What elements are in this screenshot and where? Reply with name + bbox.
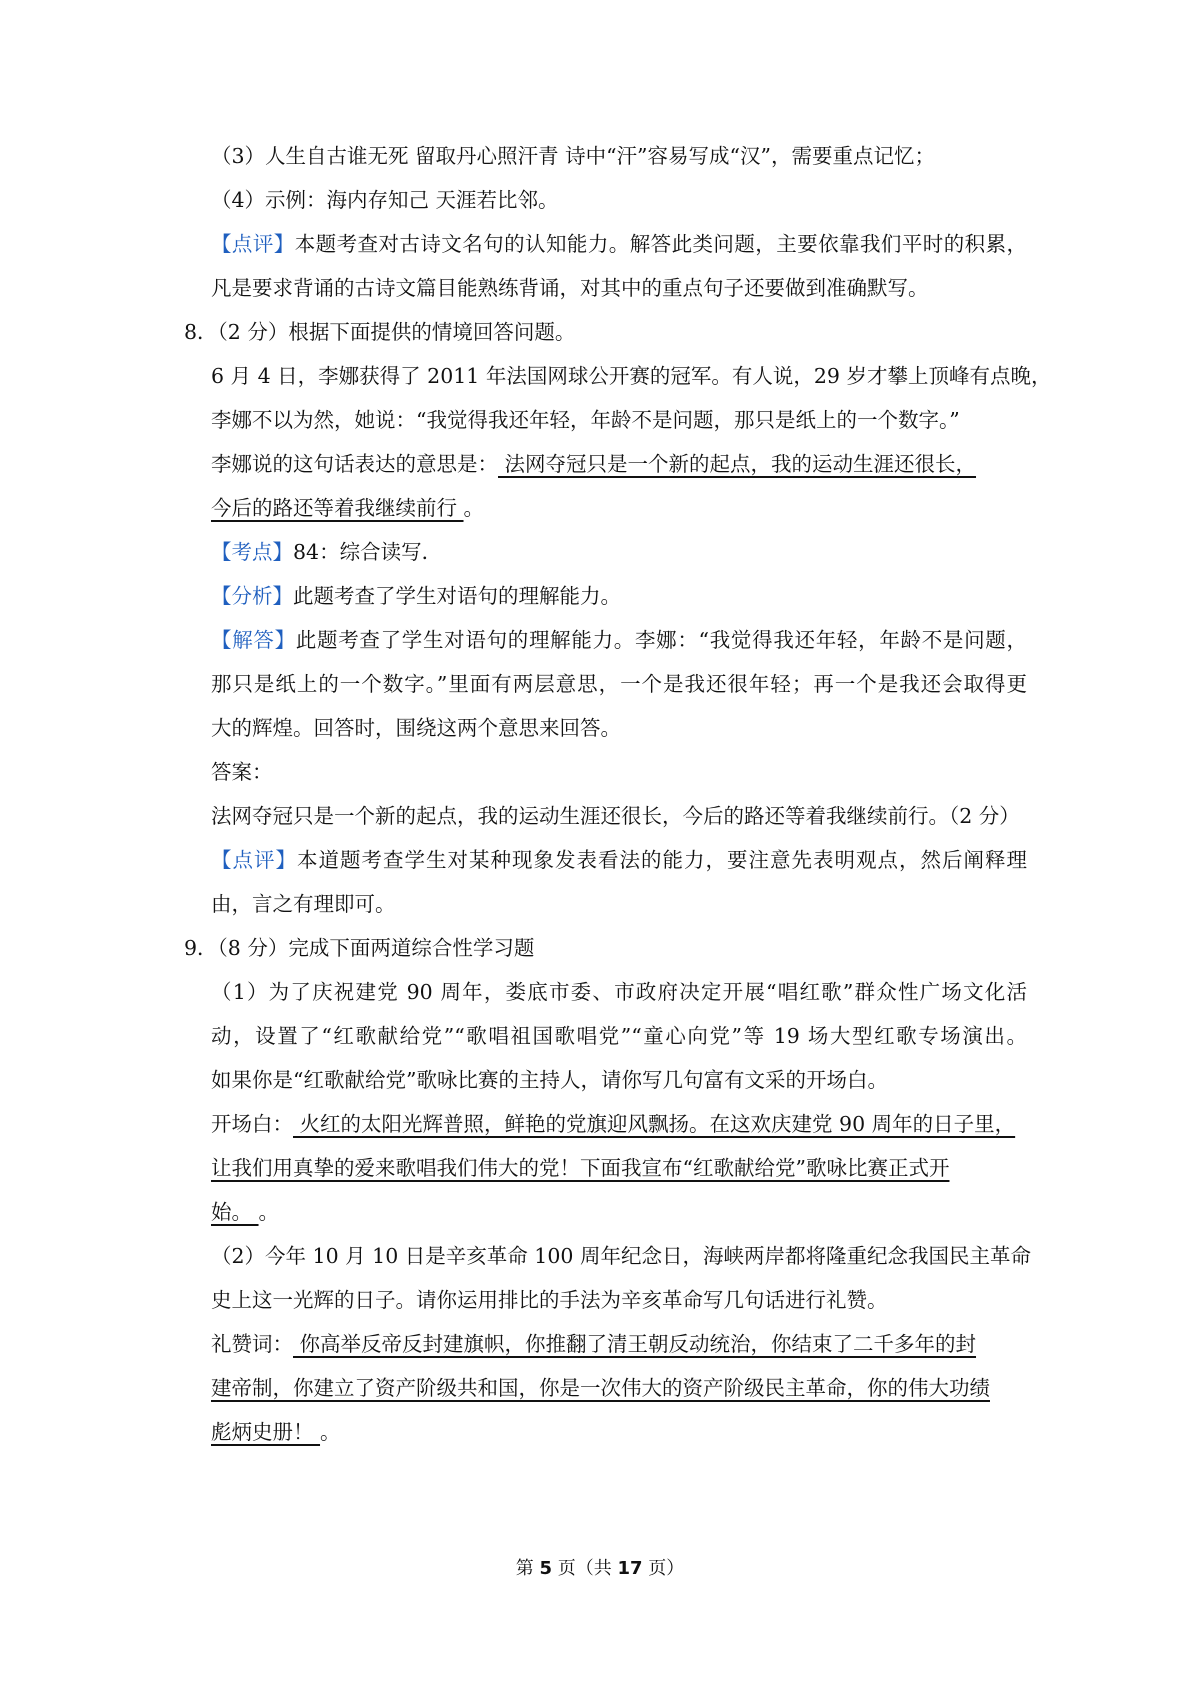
answer-line <box>211 449 1027 479</box>
text-line <box>211 405 1027 435</box>
line-text: 此题考查了学生对语句的理解能力。 <box>293 584 621 608</box>
answer-line <box>211 1417 1027 1447</box>
footer-text: 第 <box>515 1558 540 1579</box>
page-number: 5 <box>539 1558 552 1579</box>
section-tag: 【考点】 <box>211 540 293 564</box>
line-text: 此题考查了学生对语句的理解能力。李娜：“我觉得我还年轻，年龄不是问题， <box>295 628 1027 652</box>
text-line <box>211 713 1027 743</box>
text-line <box>211 141 1027 171</box>
answer-line <box>211 1329 1027 1359</box>
text-line <box>211 801 1027 831</box>
answer-text: 彪炳史册！ <box>211 1420 321 1444</box>
answer-text: 今后的路还等着我继续前行 <box>211 496 464 520</box>
answer-line <box>211 1197 1027 1227</box>
answer-text: 火红的太阳光辉普照，鲜艳的党旗迎风飘扬。在这欢庆建党 90 周年的日子里， <box>293 1112 1016 1136</box>
comment-line <box>211 229 1027 259</box>
text-line <box>211 185 1027 215</box>
text-line <box>211 1065 1027 1095</box>
total-pages: 17 <box>617 1558 643 1579</box>
text-line <box>211 977 1027 1007</box>
answer-line <box>211 1373 1027 1403</box>
page-footer <box>0 1556 1200 1582</box>
line-text: （1）为了庆祝建党 90 周年，娄底市委、市政府决定开展“唱红歌”群众性广场文化活 <box>211 980 1027 1004</box>
answer-text: 建帝制，你建立了资产阶级共和国，你是一次伟大的资产阶级民主革命，你的伟大功绩 <box>211 1376 990 1400</box>
line-text: 。 <box>258 1200 280 1224</box>
footer-text: 页） <box>642 1558 685 1579</box>
line-text: 礼赞词： <box>211 1332 293 1356</box>
line-text: 法网夺冠只是一个新的起点，我的运动生涯还很长，今后的路还等着我继续前行。（2 分） <box>211 804 1020 828</box>
text-line <box>211 889 1027 919</box>
line-text: 本道题考查学生对某种现象发表看法的能力，要注意先表明观点，然后阐释理 <box>297 848 1027 872</box>
text-line <box>211 1285 1027 1315</box>
text-line <box>211 273 1027 303</box>
line-text: 那只是纸上的一个数字。”里面有两层意思，一个是我还很年轻；再一个是我还会取得更 <box>211 672 1027 696</box>
line-text: 本题考查对古诗文名句的认知能力。解答此类问题，主要依靠我们平时的积累， <box>294 232 1028 256</box>
answer-text: 始。 <box>211 1200 259 1224</box>
line-text: 史上这一光辉的日子。请你运用排比的手法为辛亥革命写几句话进行礼赞。 <box>211 1288 888 1312</box>
comment-line <box>211 845 1027 875</box>
answer-line <box>211 1153 1027 1183</box>
line-text: 6 月 4 日，李娜获得了 2011 年法国网球公开赛的冠军。有人说，29 岁才攀上顶峰有点晚， <box>211 364 1052 388</box>
section-tag: 【分析】 <box>211 584 293 608</box>
question-8-heading <box>184 317 575 347</box>
section-tag: 【解答】 <box>211 628 296 652</box>
answer-line <box>211 493 1027 523</box>
line-text: 。 <box>320 1420 341 1444</box>
line-text: 动，设置了“红歌献给党”“歌唱祖国歌唱党”“童心向党”等 19 场大型红歌专场演出。 <box>211 1024 1027 1048</box>
line-text: 李娜不以为然，她说：“我觉得我还年轻，年龄不是问题，那只是纸上的一个数字。” <box>211 408 960 432</box>
jieda-line <box>211 625 1027 655</box>
line-text: 8．（2 分）根据下面提供的情境回答问题。 <box>184 320 576 344</box>
line-text: 9．（8 分）完成下面两道综合性学习题 <box>184 936 535 960</box>
footer-text: 页（共 <box>552 1558 618 1579</box>
section-tag: 【点评】 <box>211 848 297 872</box>
line-text: 开场白： <box>211 1112 293 1136</box>
answer-text: 让我们用真挚的爱来歌唱我们伟大的党！下面我宣布“红歌献给党”歌咏比赛正式开 <box>211 1156 950 1180</box>
answer-text: 你高举反帝反封建旗帜，你推翻了清王朝反动统治，你结束了二千多年的封 <box>293 1332 977 1356</box>
line-text: 84：综合读写． <box>293 540 443 564</box>
kaodian-line <box>211 537 1027 567</box>
text-line <box>211 1021 1027 1051</box>
line-text: 李娜说的这句话表达的意思是： <box>211 452 498 476</box>
line-text: 。 <box>463 496 485 520</box>
section-tag: 【点评】 <box>211 232 295 256</box>
text-line <box>211 361 1052 391</box>
line-text: 凡是要求背诵的古诗文篇目能熟练背诵，对其中的重点句子还要做到准确默写。 <box>211 276 929 300</box>
line-text: 答案： <box>211 760 273 784</box>
text-line <box>211 1241 1031 1271</box>
line-text: （2）今年 10 月 10 日是辛亥革命 100 周年纪念日，海峡两岸都将隆重纪念我国民主革命 <box>211 1244 1031 1268</box>
text-line <box>211 757 1027 787</box>
answer-line <box>211 1109 1027 1139</box>
line-text: （3）人生自古谁无死 留取丹心照汗青 诗中“汗”容易写成“汉”，需要重点记忆； <box>211 144 935 168</box>
question-9-heading <box>184 933 534 963</box>
line-text: 如果你是“红歌献给党”歌咏比赛的主持人，请你写几句富有文采的开场白。 <box>211 1068 888 1092</box>
line-text: 由，言之有理即可。 <box>211 892 396 916</box>
line-text: （4）示例：海内存知己 天涯若比邻。 <box>211 188 559 212</box>
line-text: 大的辉煌。回答时，围绕这两个意思来回答。 <box>211 716 621 740</box>
text-line <box>211 669 1027 699</box>
fenxi-line <box>211 581 1027 611</box>
answer-text: 法网夺冠只是一个新的起点，我的运动生涯还很长， <box>498 452 977 476</box>
